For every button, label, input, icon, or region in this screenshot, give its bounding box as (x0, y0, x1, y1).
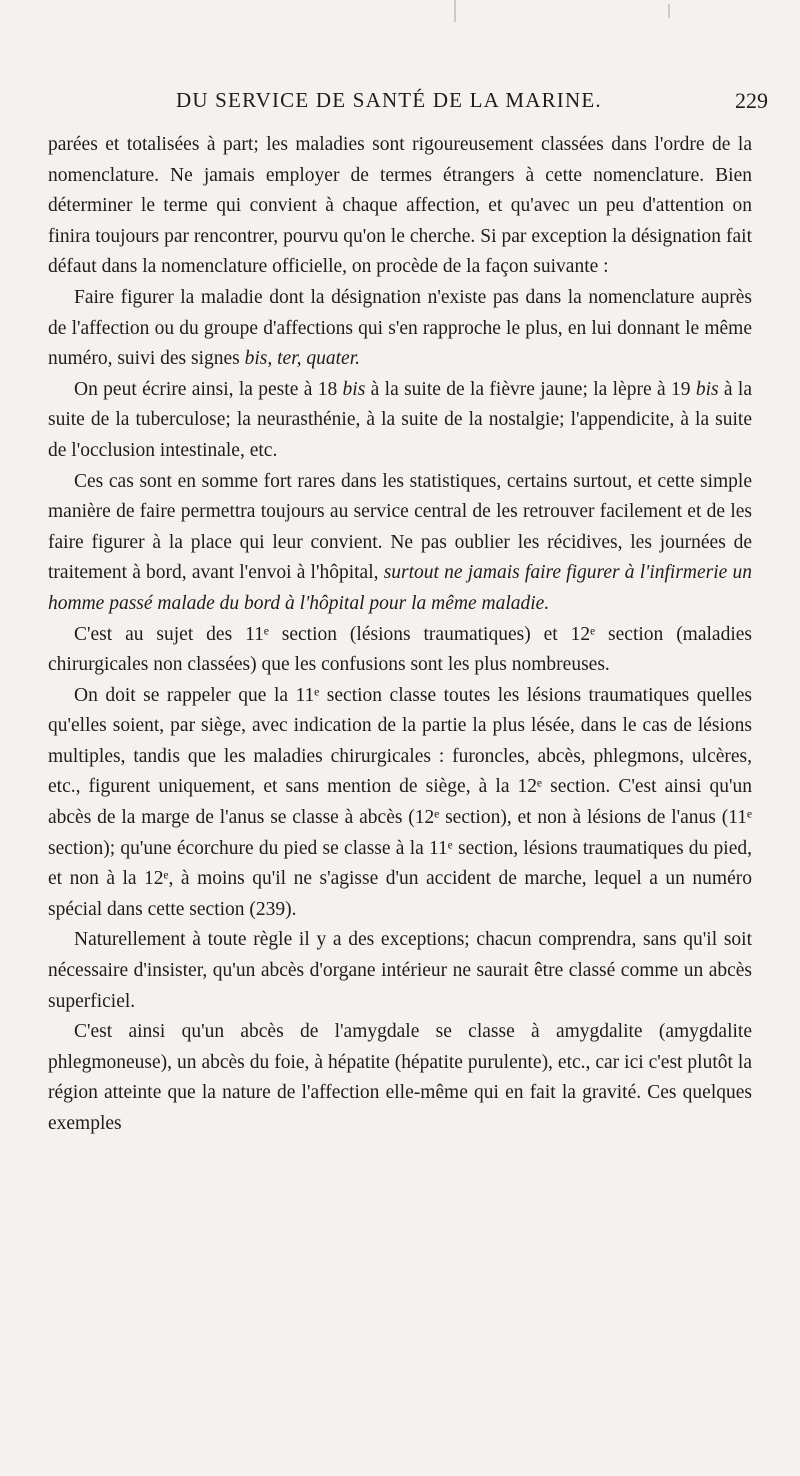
paragraph (48, 283, 752, 375)
body-text (48, 130, 752, 1140)
page-edge-mark (668, 4, 670, 18)
paragraph-text: On peut écrire ainsi, la peste à 18 (74, 378, 343, 400)
italic-text: bis, ter, quater. (244, 348, 360, 370)
page-number: 229 (735, 88, 768, 113)
paragraph: C'est au sujet des 11ᵉ section (lésions traumatiques) et 12ᵉ section (maladies chirurgicales non classées) que les confusions sont les plus nombreuses. (48, 623, 752, 676)
paragraph-text: Ces cas sont en somme fort rares dans les statistiques, certains surtout, et cette simple manière de faire permettra toujours au service central de les retrouver facilement et de les faire figurer à la place qui leur convient. Ne pas oublier les récidives, les journées de traitement à bord, avant l'envoi à l'hôpital, (48, 470, 752, 584)
running-title: DU SERVICE DE SANTÉ DE LA MARINE. (176, 88, 602, 112)
paragraph-text: Faire figurer la maladie dont la désignation n'existe pas dans la nomenclature auprès de l'affection ou du groupe d'affections qui s'en rapproche le plus, en lui donnant le même numéro, suivi des signes (48, 286, 752, 370)
paragraph: C'est ainsi qu'un abcès de l'amygdale se classe à amygdalite (amygdalite phlegmoneuse), un abcès du foie, à hépatite (hépatite purulente), etc., car ici c'est plutôt la région atteinte que la nature de l'affection elle-même qui en fait la gravité. Ces quelques exemples (48, 1021, 752, 1134)
paragraph: On doit se rappeler que la 11ᵉ section classe toutes les lésions traumatiques quelles qu'elles soient, par siège, avec indication de la partie la plus lésée, dans le cas de lésions multiples, tandis que les maladies chirurgicales : furoncles, abcès, phlegmons, ulcères, etc., figurent uniquement, et sans mention de siège, à la 12ᵉ section. C'est ainsi qu'un abcès de la marge de l'anus se classe à abcès (12ᵉ section), et non à lésions de l'anus (11ᵉ section); qu'une écorchure du pied se classe à la 11ᵉ section, lésions traumatiques du pied, et non à la 12ᵉ, à moins qu'il ne s'agisse d'un accident de marche, lequel a un numéro spécial dans cette section (239). (48, 684, 752, 920)
page-edge-mark (454, 0, 456, 22)
paragraph: parées et totalisées à part; les maladies sont rigoureusement classées dans l'ordre de la nomenclature. Ne jamais employer de termes étrangers à cette nomenclature. Bien déterminer le terme qui convient à chaque affection, et qu'avec un peu d'attention on finira toujours par rencontrer, pourvu qu'on le cherche. Si par exception la désignation fait défaut dans la nomenclature officielle, on procède de la façon suivante : (48, 134, 752, 278)
paragraph-text: à la suite de la fièvre jaune; la lèpre à 19 (365, 378, 696, 400)
paragraph (48, 467, 752, 620)
italic-text: bis (342, 378, 366, 400)
running-head (176, 88, 776, 118)
italic-text: bis (695, 378, 719, 400)
paragraph: Naturellement à toute règle il y a des exceptions; chacun comprendra, sans qu'il soit nécessaire d'insister, qu'un abcès d'organe intérieur ne saurait être classé comme un abcès superficiel. (48, 929, 752, 1012)
paragraph-text: à la suite de la tuberculose; la neurasthénie, à la suite de la nostalgie; l'appendicite, à la suite de l'occlusion intestinale, etc. (48, 378, 752, 461)
italic-text: surtout ne jamais faire figurer à l'infirmerie un homme passé malade du bord à l'hôpital pour la même maladie. (48, 562, 752, 614)
paragraph (48, 375, 752, 467)
